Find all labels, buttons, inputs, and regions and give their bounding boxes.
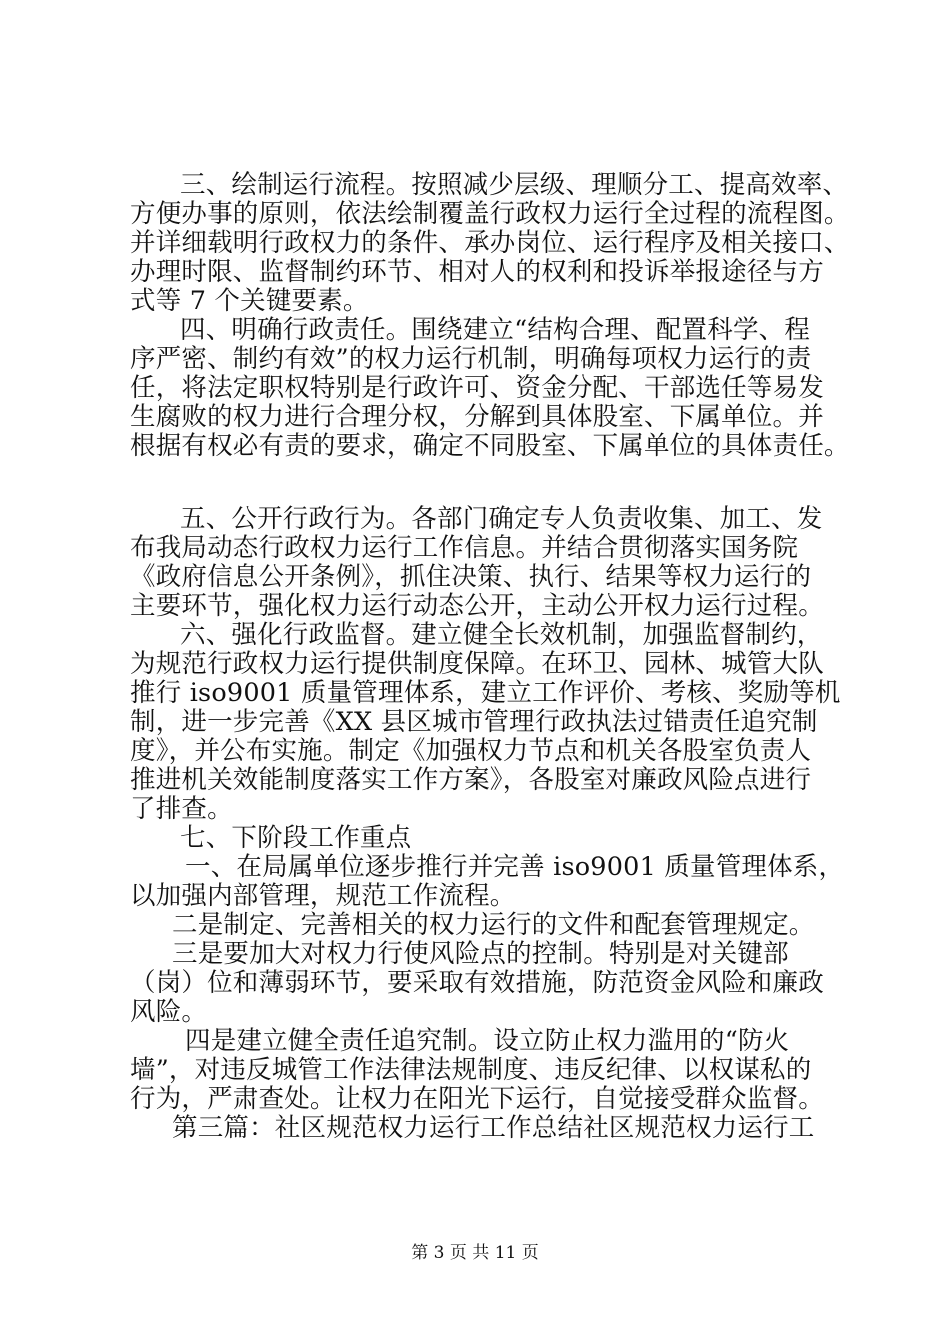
paragraph-line: 四、明确行政责任。围绕建立“结构合理、配置科学、程 — [180, 315, 811, 345]
paragraph-line: 风险。 — [130, 997, 208, 1027]
paragraph-line: 布我局动态行政权力运行工作信息。并结合贯彻落实国务院 — [130, 533, 799, 563]
paragraph-line: 二是制定、完善相关的权力运行的文件和配套管理规定。 — [172, 910, 815, 940]
paragraph-line: 为规范行政权力运行提供制度保障。在环卫、园林、城管大队 — [130, 649, 824, 679]
paragraph-line: 主要环节，强化权力运行动态公开，主动公开权力运行过程。 — [130, 591, 824, 621]
paragraph-line: 式等 7 个关键要素。 — [130, 286, 369, 316]
paragraph-line: 根据有权必有责的要求，确定不同股室、下属单位的具体责任。 — [130, 431, 850, 461]
paragraph-line: 一、在局属单位逐步推行并完善 iso9001 质量管理体系， — [185, 852, 845, 882]
paragraph-line: 五、公开行政行为。各部门确定专人负责收集、加工、发 — [180, 504, 823, 534]
paragraph-gap — [130, 461, 840, 505]
section-heading: 七、下阶段工作重点 — [180, 823, 412, 853]
page-footer: 第 3 页 共 11 页 — [411, 1243, 539, 1263]
document-body — [130, 170, 850, 1143]
paragraph-line: 推进机关效能制度落实工作方案》，各股室对廉政风险点进行 — [130, 765, 812, 795]
paragraph-line: 方便办事的原则，依法绘制覆盖行政权力运行全过程的流程图。 — [130, 199, 850, 229]
paragraph-line: 并详细载明行政权力的条件、承办岗位、运行程序及相关接口、 — [130, 228, 850, 258]
paragraph-line: 三是要加大对权力行使风险点的控制。特别是对关键部 — [172, 939, 789, 969]
paragraph-line: 了排查。 — [130, 794, 233, 824]
paragraph-line: 六、强化行政监督。建立健全长效机制，加强监督制约， — [180, 620, 823, 650]
paragraph-line: 办理时限、监督制约环节、相对人的权利和投诉举报途径与方 — [130, 257, 824, 287]
paragraph-line: 生腐败的权力进行合理分权，分解到具体股室、下属单位。并 — [130, 402, 824, 432]
paragraph-line: 制，进一步完善《XX 县区城市管理行政执法过错责任追究制 — [130, 707, 818, 737]
paragraph-line: 墙”，对违反城管工作法律法规制度、违反纪律、以权谋私的 — [130, 1055, 812, 1085]
paragraph-line: 序严密、制约有效”的权力运行机制，明确每项权力运行的责 — [130, 344, 812, 374]
paragraph-line: 推行 iso9001 质量管理体系，建立工作评价、考核、奖励等机 — [130, 678, 841, 708]
paragraph-line: 以加强内部管理，规范工作流程。 — [130, 881, 516, 911]
paragraph-line: 行为，严肃查处。让权力在阳光下运行，自觉接受群众监督。 — [130, 1084, 824, 1114]
paragraph-line: （岗）位和薄弱环节，要采取有效措施，防范资金风险和廉政 — [130, 968, 824, 998]
paragraph-line: 《政府信息公开条例》，抓住决策、执行、结果等权力运行的 — [130, 562, 812, 592]
paragraph-line: 任，将法定职权特别是行政许可、资金分配、干部选任等易发 — [130, 373, 824, 403]
paragraph-line: 三、绘制运行流程。按照减少层级、理顺分工、提高效率、 — [180, 170, 849, 200]
paragraph-line: 度》，并公布实施。制定《加强权力节点和机关各股室负责人 — [130, 736, 812, 766]
paragraph-line: 四是建立健全责任追究制。设立防止权力滥用的“防火 — [185, 1026, 790, 1056]
paragraph-line: 第三篇：社区规范权力运行工作总结社区规范权力运行工 — [172, 1113, 815, 1143]
